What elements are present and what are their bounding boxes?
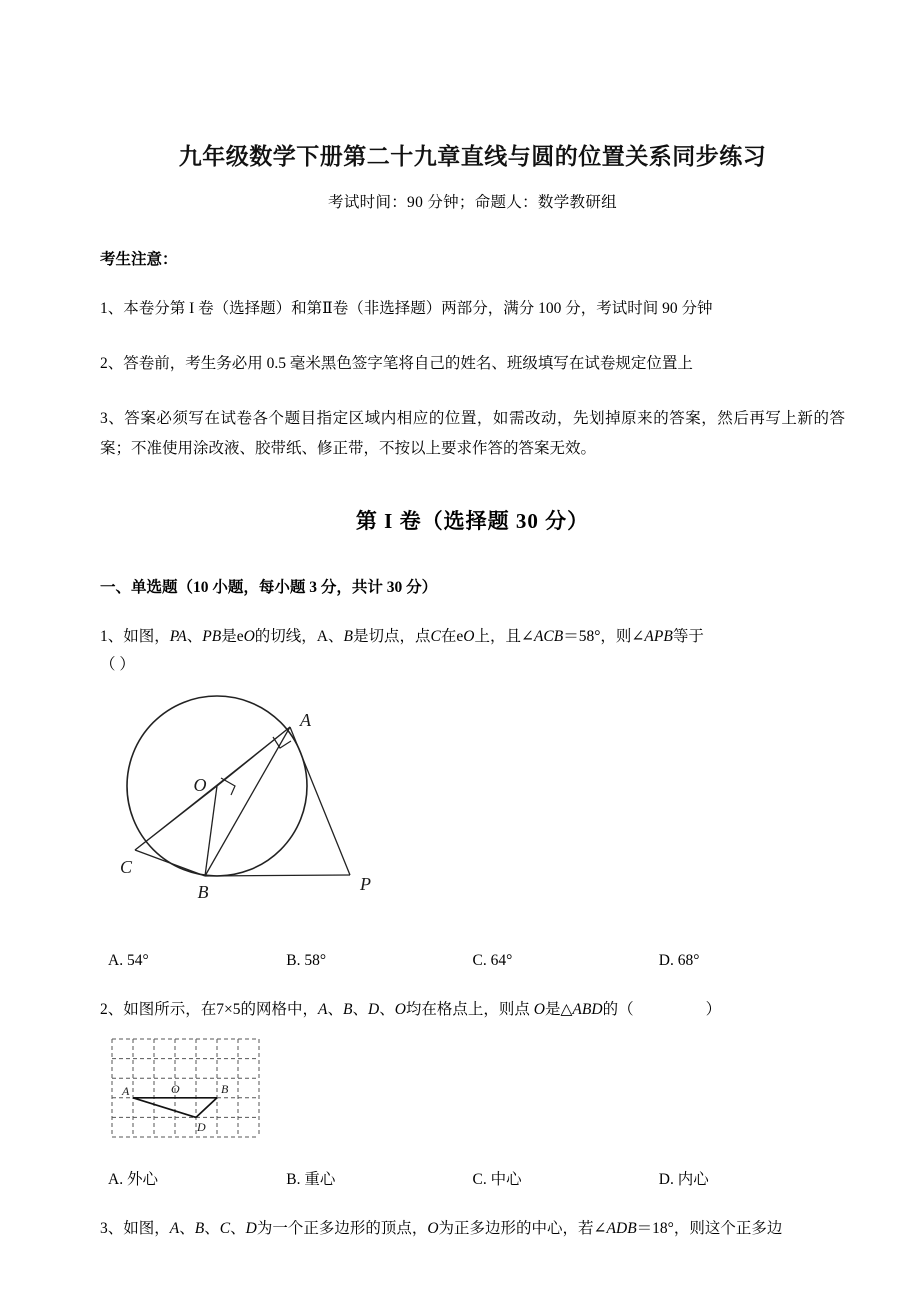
q1-option-d[interactable]: D. 68°: [658, 951, 700, 969]
q2-seg-5: 均在格点上，则点: [405, 1000, 534, 1018]
q1-math-b: B: [343, 627, 353, 645]
q1-seg-5: 、: [328, 627, 344, 645]
q1-math-c: C: [430, 627, 441, 645]
q3-seg-6: 为正多边形的中心，若∠: [438, 1219, 607, 1237]
q1-seg-3: 是e: [221, 627, 244, 645]
question-1-answer-blank: （ ）: [100, 656, 135, 674]
notice-item-1: 1、本卷分第 I 卷（选择题）和第Ⅱ卷（非选择题）两部分，满分 100 分，考试时间 90 分钟: [100, 299, 713, 317]
segment-ad: [133, 1097, 196, 1117]
q3-math-a: A: [169, 1219, 180, 1237]
q2-seg-4: 、: [379, 1000, 395, 1018]
triangle-abd: [133, 1097, 217, 1117]
q2-math-o: O: [394, 1000, 406, 1018]
question-1-options: [100, 930, 845, 970]
circle-tangent-diagram: [110, 690, 410, 930]
label-point-b: B: [197, 881, 209, 902]
q2-math-o2: O: [533, 1000, 545, 1018]
q2-math-abd: ABD: [572, 1000, 603, 1018]
label-point-p: P: [360, 873, 371, 894]
question-1-figure: [100, 680, 845, 930]
q3-seg-5: 为一个正多边形的顶点，: [256, 1219, 428, 1237]
notice-item-3: 3、答案必须写在试卷各个题目指定区域内相应的位置，如需改动，先划掉原来的答案，然后再写上新的答案；不准使用涂改液、胶带纸、修正带，不按以上要求作答的答案无效。: [100, 410, 845, 458]
q2-math-b: B: [343, 1000, 353, 1018]
q2-math-a: A: [318, 1000, 328, 1018]
label-point-a: A: [300, 709, 311, 730]
q3-math-adb: ADB: [606, 1219, 637, 1237]
q1-math-o2: O: [463, 627, 475, 645]
q1-option-a[interactable]: A. 54°: [108, 951, 149, 969]
q3-math-c: C: [219, 1219, 231, 1237]
q1-seg-8: 上，且∠: [474, 627, 534, 645]
q2-seg-1: 如图所示，在7×5的网格中，: [123, 1000, 319, 1018]
exam-subtitle: 考试时间：90 分钟；命题人：数学教研组: [328, 193, 617, 211]
q1-option-b[interactable]: B. 58°: [286, 951, 327, 969]
q2-seg-8: ）: [705, 1000, 722, 1018]
question-2-number: 2、: [100, 1000, 124, 1018]
q1-seg-6: 是切点，点: [352, 627, 431, 645]
q1-seg-9: ＝58°，则∠: [563, 627, 645, 645]
q2-math-d: D: [367, 1000, 380, 1018]
q2-seg-6: 是△: [545, 1000, 573, 1018]
q3-math-o: O: [427, 1219, 439, 1237]
part-one-heading: 第 I 卷（选择题 30 分）: [355, 508, 590, 533]
q1-math-pb: PB: [202, 627, 222, 645]
grid-label-o: O: [171, 1081, 180, 1096]
q3-seg-3: 、: [204, 1219, 220, 1237]
segment-ap: [290, 727, 350, 875]
q2-seg-3: 、: [352, 1000, 368, 1018]
question-2-text: [100, 970, 845, 1025]
q2-option-b[interactable]: B. 重心: [286, 1170, 336, 1188]
segment-cb: [135, 850, 205, 876]
grid-lines: [112, 1039, 259, 1137]
question-2-options: [100, 1145, 845, 1189]
q3-math-b: B: [194, 1219, 205, 1237]
q3-seg-7: ＝18°，则这个正多边: [636, 1219, 783, 1237]
question-3-text: [100, 1189, 845, 1244]
q1-math-apb: APB: [644, 627, 673, 645]
label-point-c: C: [120, 856, 133, 877]
segment-ob: [205, 786, 217, 876]
q1-math-acb: ACB: [533, 627, 564, 645]
question-3-number: 3、: [100, 1219, 124, 1237]
q3-seg-1: 如图，: [123, 1219, 170, 1237]
q3-math-d: D: [245, 1219, 257, 1237]
q1-seg-4: 的切线，: [254, 627, 317, 645]
q2-option-a[interactable]: A. 外心: [108, 1170, 158, 1188]
q1-seg-2: 、: [186, 627, 203, 645]
section-heading-single-choice: 一、单选题（10 小题，每小题 3 分，共计 30 分）: [100, 578, 438, 596]
q1-math-a: A: [316, 627, 328, 645]
q3-seg-2: 、: [179, 1219, 195, 1237]
q1-seg-1: 如图，: [123, 627, 170, 645]
q1-seg-10: 等于: [672, 627, 704, 645]
q1-option-c[interactable]: C. 64°: [472, 951, 513, 969]
page-content: [100, 0, 845, 1243]
question-1-text: [100, 597, 845, 680]
segment-bd: [196, 1097, 217, 1117]
page-title: 九年级数学下册第二十九章直线与圆的位置关系同步练习: [178, 144, 767, 169]
q2-option-d[interactable]: D. 内心: [658, 1170, 709, 1188]
notice-item-2: 2、答卷前，考生务必用 0.5 毫米黑色签字笔将自己的姓名、班级填写在试卷规定位置上: [100, 354, 693, 372]
q1-seg-7: 在e: [440, 627, 464, 645]
q2-option-c[interactable]: C. 中心: [472, 1170, 522, 1188]
label-point-o: O: [193, 774, 207, 795]
q2-seg-7: 的（: [602, 1000, 634, 1018]
grid-label-b: B: [221, 1081, 229, 1096]
q2-seg-2: 、: [327, 1000, 343, 1018]
grid-triangle-diagram: [104, 1033, 264, 1145]
grid-label-a: A: [122, 1083, 130, 1098]
question-1-number: 1、: [100, 627, 124, 645]
segment-ca: [135, 727, 290, 850]
q1-math-pa: PA: [169, 627, 187, 645]
notice-heading: 考生注意：: [100, 250, 178, 268]
q3-seg-4: 、: [230, 1219, 246, 1237]
question-2-figure: [100, 1025, 845, 1145]
grid-label-d: D: [197, 1119, 206, 1134]
q1-math-o1: O: [243, 627, 255, 645]
